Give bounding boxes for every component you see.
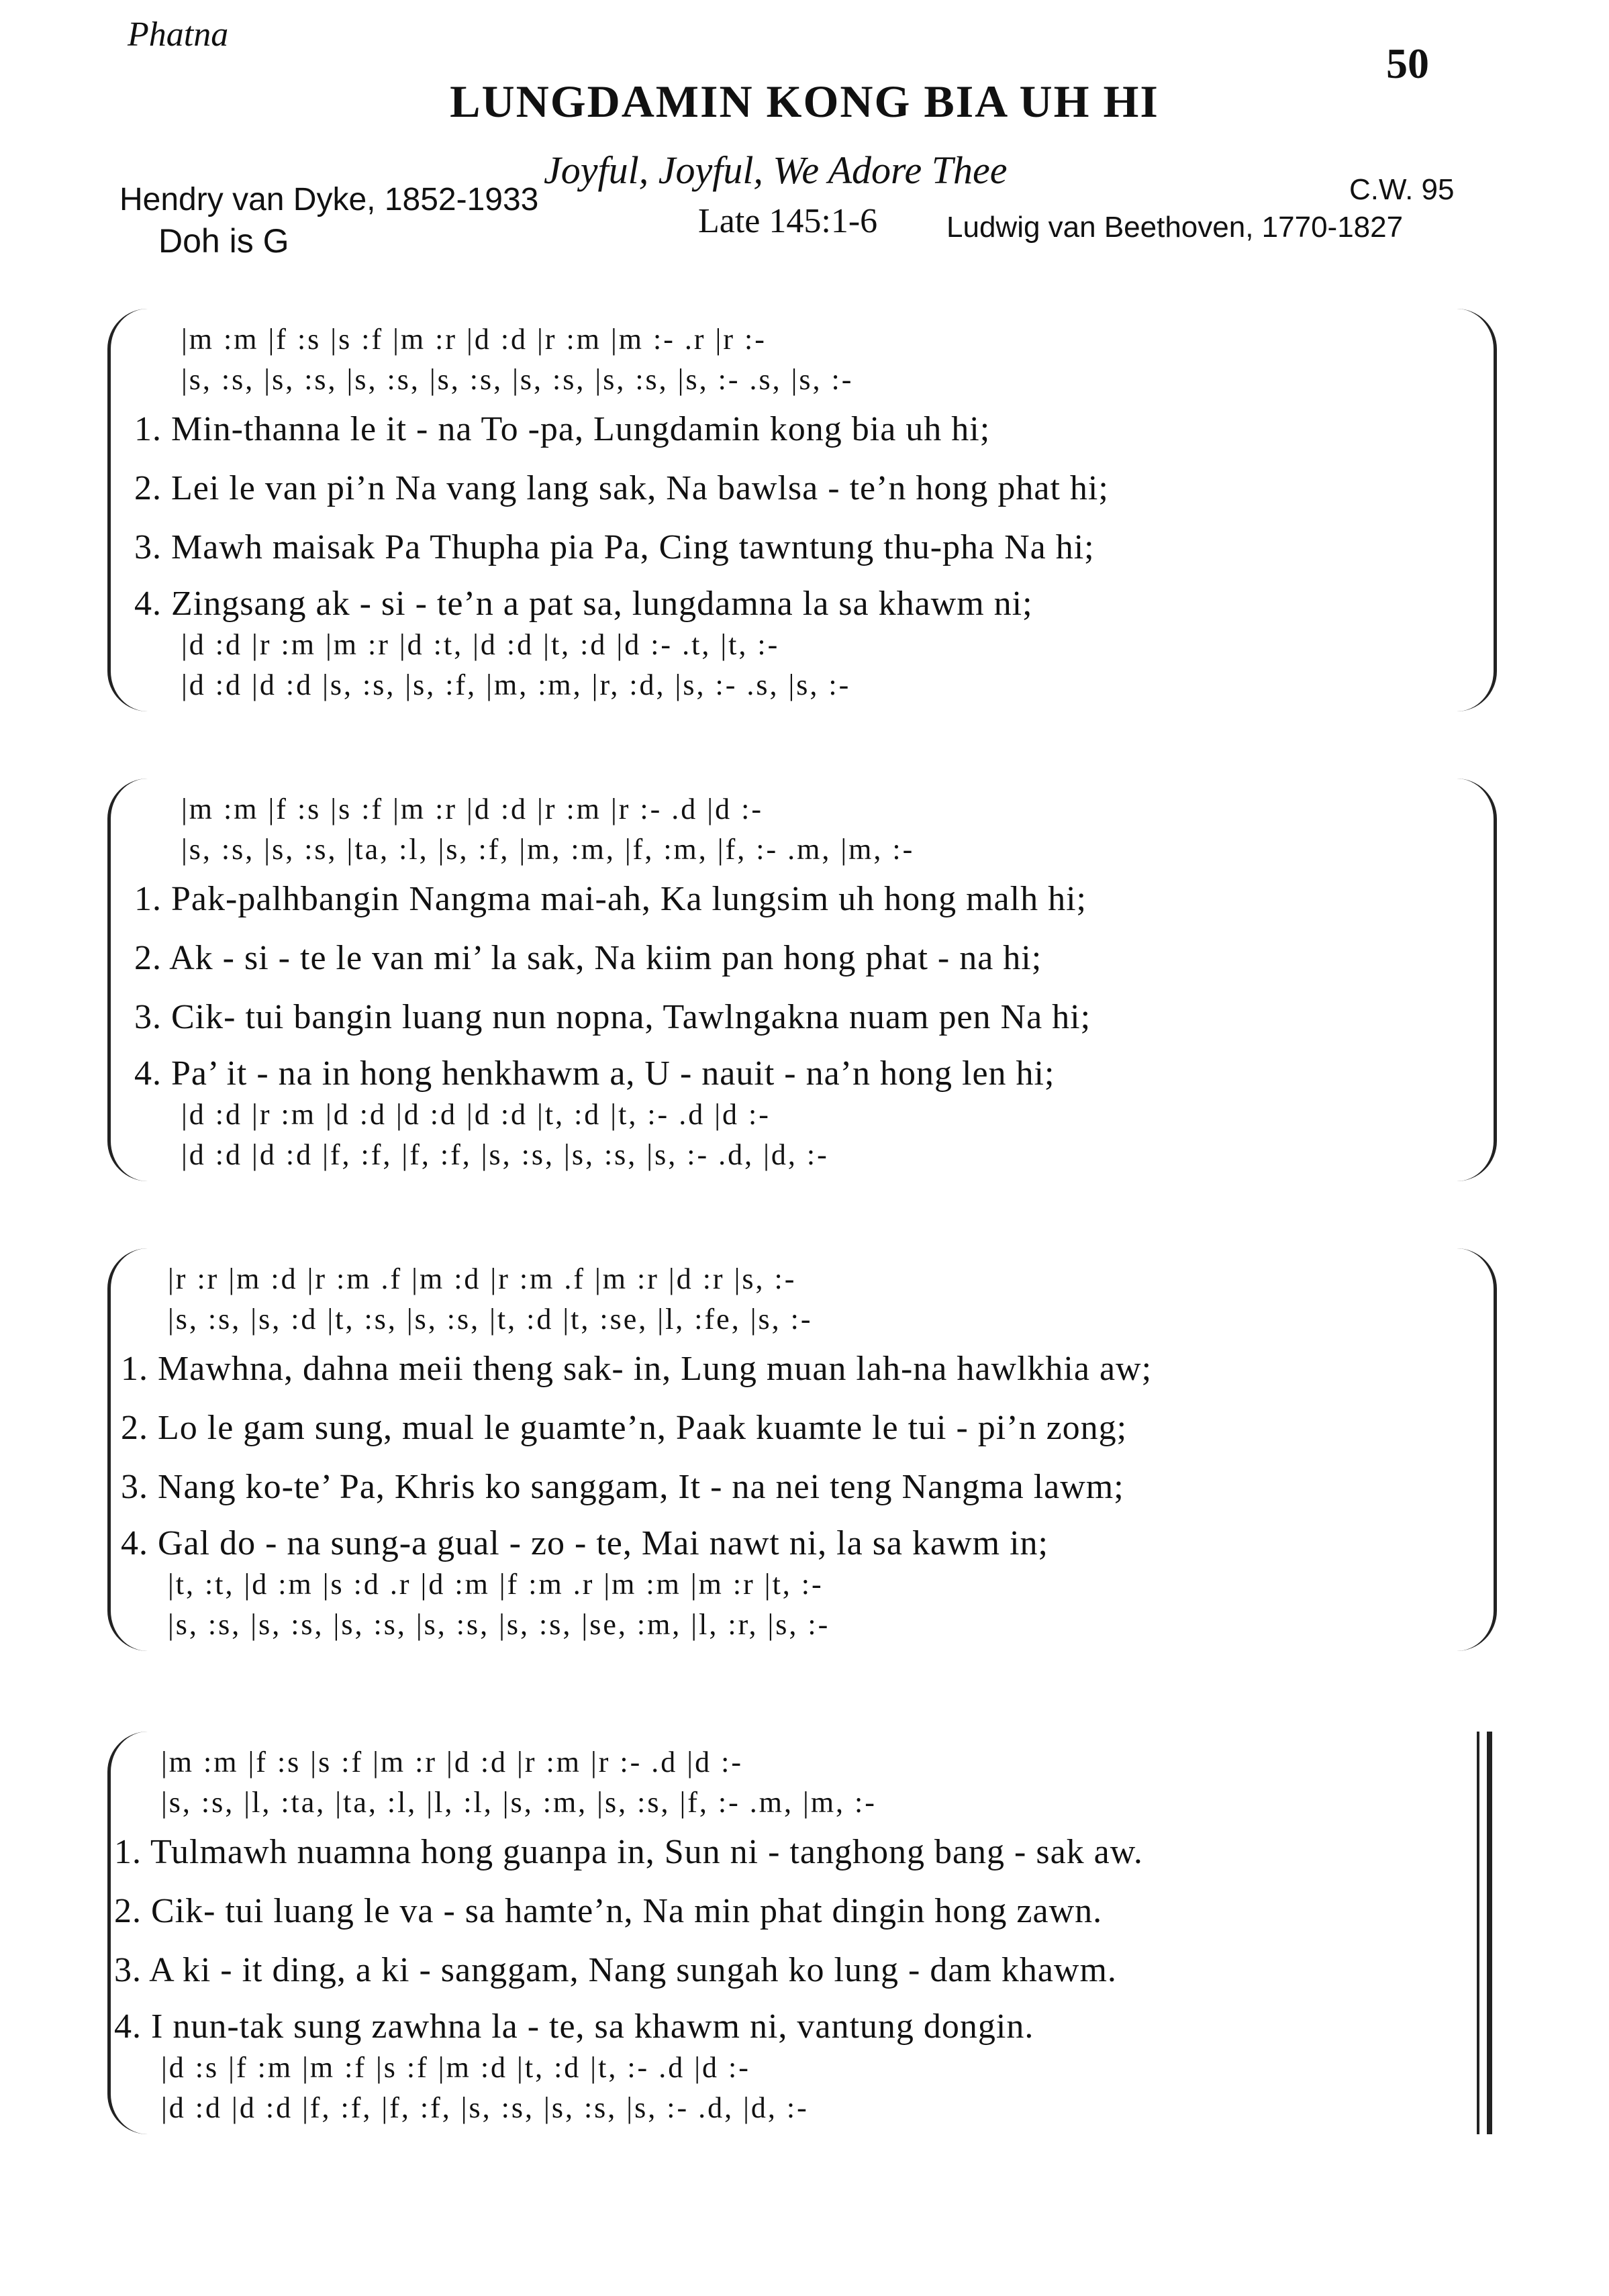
bass-line: |d :d |d :d |f, :f, |f, :f, |s, :s, |s, :s, |s, :- .d, |d, :- <box>161 2091 809 2124</box>
system-brace-right <box>1453 1248 1497 1651</box>
section-label: Phatna <box>128 15 229 54</box>
verse-1: 1. Mawhna, dahna meii theng sak- in, Lung muan lah-na hawlkhia aw; <box>121 1350 1153 1388</box>
tenor-line: |d :d |r :m |d :d |d :d |d :d |t, :d |t, :- .d |d :- <box>181 1098 771 1131</box>
verse-2: 2. Lo le gam sung, mual le guamte’n, Paak kuamte le tui - pi’n zong; <box>121 1409 1128 1447</box>
verse-1: 1. Min-thanna le it - na To -pa, Lungdamin kong bia uh hi; <box>134 410 991 448</box>
key-signature: Doh is G <box>158 222 289 260</box>
music-system-3 <box>94 1248 1490 1651</box>
lyricist: Hendry van Dyke, 1852-1933 <box>119 182 539 217</box>
system-brace-left <box>107 1248 151 1651</box>
verse-4: 4. Pa’ it - na in hong henkhawm a, U - nauit - na’n hong len hi; <box>134 1054 1055 1093</box>
verse-4: 4. I nun-tak sung zawhna la - te, sa khawm ni, vantung dongin. <box>114 2007 1034 2046</box>
verse-4: 4. Gal do - na sung-a gual - zo - te, Mai nawt ni, la sa kawm in; <box>121 1524 1049 1562</box>
verse-3: 3. Nang ko-te’ Pa, Khris ko sanggam, It - na nei teng Nangma lawm; <box>121 1468 1124 1506</box>
alto-line: |s, :s, |s, :s, |ta, :l, |s, :f, |m, :m, |f, :m, |f, :- .m, |m, :- <box>181 833 915 866</box>
soprano-line: |m :m |f :s |s :f |m :r |d :d |r :m |r :- .d |d :- <box>181 793 763 826</box>
tenor-line: |d :s |f :m |m :f |s :f |m :d |t, :d |t, :- .d |d :- <box>161 2051 750 2084</box>
final-barline <box>1477 1732 1479 2134</box>
alto-line: |s, :s, |s, :s, |s, :s, |s, :s, |s, :s, |s, :s, |s, :- .s, |s, :- <box>181 363 854 396</box>
soprano-line: |m :m |f :s |s :f |m :r |d :d |r :m |r :- .d |d :- <box>161 1746 743 1779</box>
verse-4: 4. Zingsang ak - si - te’n a pat sa, lungdamna la sa khawm ni; <box>134 585 1033 623</box>
system-brace-left <box>107 1732 151 2134</box>
catalog-number: C.W. 95 <box>1349 173 1455 206</box>
verse-2: 2. Ak - si - te le van mi’ la sak, Na kiim pan hong phat - na hi; <box>134 939 1042 977</box>
bass-line: |s, :s, |s, :s, |s, :s, |s, :s, |s, :s, |se, :m, |l, :r, |s, :- <box>168 1608 830 1641</box>
hymn-title: LUNGDAMIN KONG BIA UH HI <box>450 76 1159 127</box>
hymn-subtitle: Joyful, Joyful, We Adore Thee <box>544 148 1008 192</box>
verse-1: 1. Tulmawh nuamna hong guanpa in, Sun ni - tanghong bang - sak aw. <box>114 1833 1143 1871</box>
alto-line: |s, :s, |l, :ta, |ta, :l, |l, :l, |s, :m, |s, :s, |f, :- .m, |m, :- <box>161 1786 877 1819</box>
tenor-line: |t, :t, |d :m |s :d .r |d :m |f :m .r |m :m |m :r |t, :- <box>168 1568 824 1601</box>
page-number: 50 <box>1386 40 1429 87</box>
system-brace-right <box>1453 779 1497 1181</box>
bass-line: |d :d |d :d |f, :f, |f, :f, |s, :s, |s, :s, |s, :- .d, |d, :- <box>181 1138 829 1171</box>
verse-3: 3. A ki - it ding, a ki - sanggam, Nang sungah ko lung - dam khawm. <box>114 1951 1117 1989</box>
verse-3: 3. Mawh maisak Pa Thupha pia Pa, Cing tawntung thu-pha Na hi; <box>134 528 1095 566</box>
music-system-2 <box>94 779 1490 1181</box>
system-brace-right <box>1453 309 1497 711</box>
music-system-1 <box>94 309 1490 711</box>
scripture-reference: Late 145:1-6 <box>698 202 878 240</box>
music-system-4 <box>94 1732 1490 2134</box>
final-barline-thick <box>1487 1732 1492 2134</box>
verse-2: 2. Cik- tui luang le va - sa hamte’n, Na min phat dingin hong zawn. <box>114 1892 1103 1930</box>
composer: Ludwig van Beethoven, 1770-1827 <box>946 211 1404 244</box>
tenor-line: |d :d |r :m |m :r |d :t, |d :d |t, :d |d :- .t, |t, :- <box>181 628 780 661</box>
system-brace-left <box>107 309 151 711</box>
verse-3: 3. Cik- tui bangin luang nun nopna, Tawlngakna nuam pen Na hi; <box>134 998 1091 1036</box>
verse-1: 1. Pak-palhbangin Nangma mai-ah, Ka lungsim uh hong malh hi; <box>134 880 1087 918</box>
soprano-line: |r :r |m :d |r :m .f |m :d |r :m .f |m :r |d :r |s, :- <box>168 1262 797 1295</box>
alto-line: |s, :s, |s, :d |t, :s, |s, :s, |t, :d |t, :se, |l, :fe, |s, :- <box>168 1303 813 1336</box>
verse-2: 2. Lei le van pi’n Na vang lang sak, Na bawlsa - te’n hong phat hi; <box>134 469 1109 507</box>
soprano-line: |m :m |f :s |s :f |m :r |d :d |r :m |m :- .r |r :- <box>181 323 767 356</box>
bass-line: |d :d |d :d |s, :s, |s, :f, |m, :m, |r, :d, |s, :- .s, |s, :- <box>181 668 851 701</box>
system-brace-left <box>107 779 151 1181</box>
